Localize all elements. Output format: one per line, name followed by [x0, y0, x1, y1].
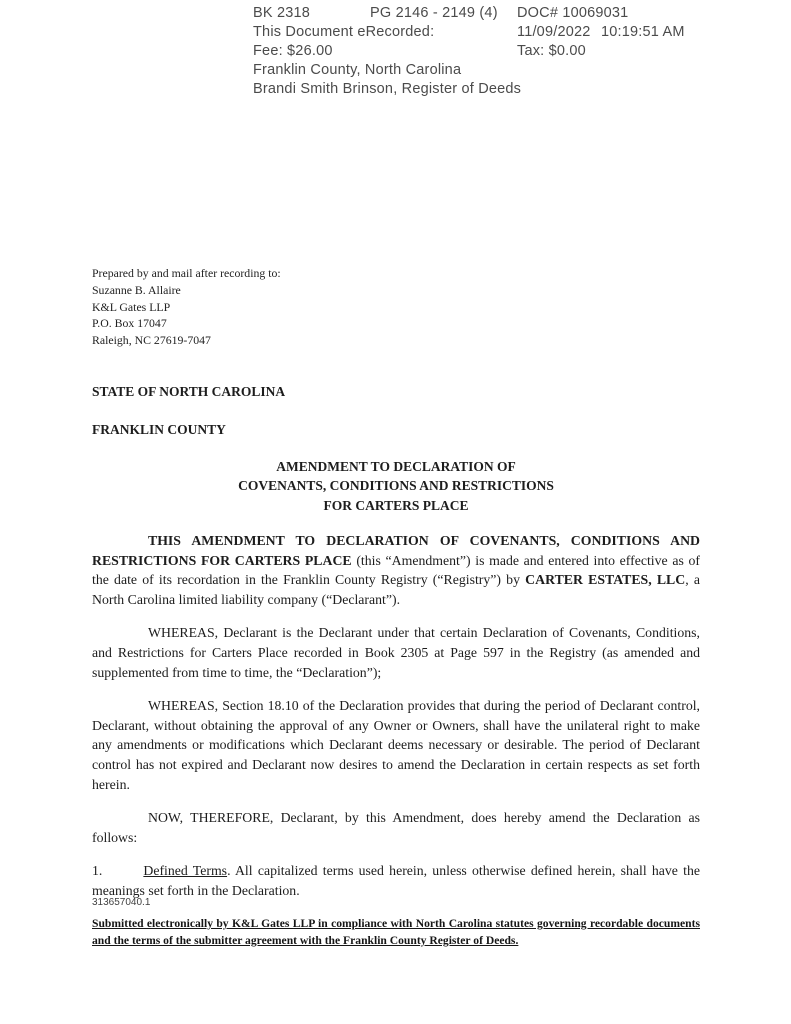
stamp-book-page	[253, 4, 517, 23]
preparer-po-box: P.O. Box 17047	[92, 316, 167, 331]
matter-number: 313657040.1	[92, 897, 151, 908]
title-line-1: AMENDMENT TO DECLARATION OF	[276, 459, 516, 475]
numbered-item-1	[92, 861, 700, 900]
prepared-by-block	[92, 265, 281, 349]
recording-stamp	[253, 4, 713, 99]
preparer-firm: K&L Gates LLP	[92, 299, 171, 314]
doc-number: DOC# 10069031	[517, 5, 629, 21]
stamp-row-erecorded	[253, 23, 713, 42]
book-number: BK 2318	[253, 5, 311, 21]
tax-amount: Tax: $0.00	[517, 43, 586, 59]
register-of-deeds: Brandi Smith Brinson, Register of Deeds	[253, 81, 522, 97]
county-name: Franklin County, North Carolina	[253, 62, 462, 78]
preparer-city-state-zip: Raleigh, NC 27619-7047	[92, 333, 211, 348]
recording-datetime	[517, 23, 713, 42]
electronic-submission-notice: Submitted electronically by K&L Gates LLP in compliance with North Carolina statutes governing recordable documents and the terms of the submitter agreement with the Franklin County Register of Deeds.	[92, 917, 700, 947]
erecorded-label: This Document eRecorded:	[253, 24, 435, 40]
fee-amount: Fee: $26.00	[253, 43, 333, 59]
paragraph-whereas-declaration: WHEREAS, Declarant is the Declarant under that certain Declaration of Covenants, Conditions, and Restrictions for Carters Place recorded in Book 2305 at Page 597 in the Registry (as amended and supplemented from time to time, the “Declaration”);	[92, 625, 700, 680]
state-heading: STATE OF NORTH CAROLINA	[92, 384, 286, 399]
title-line-3: FOR CARTERS PLACE	[323, 497, 469, 513]
stamp-row-fee-tax	[253, 42, 713, 61]
stamp-row-book	[253, 4, 713, 23]
preparer-name: Suzanne B. Allaire	[92, 282, 181, 297]
page-range: PG 2146 - 2149 (4)	[370, 5, 498, 21]
page-footer	[92, 897, 700, 949]
stamp-row-register	[253, 80, 713, 99]
stamp-row-county	[253, 61, 713, 80]
title-line-2: COVENANTS, CONDITIONS AND RESTRICTIONS	[238, 478, 554, 494]
recording-time: 10:19:51 AM	[601, 24, 685, 40]
item-number: 1.	[92, 863, 103, 879]
item-text: Defined Terms. All capitalized terms used herein, unless otherwise defined herein, shall have the meanings set forth in the Declaration.	[92, 863, 701, 898]
document-title	[92, 457, 700, 515]
paragraph-whereas-section-1810: WHEREAS, Section 18.10 of the Declaration provides that during the period of Declarant control, Declarant, without obtaining the approval of any Owner or Owners, shall have the unilateral right to make any amendments or modifications which Declarant deems necessary or desirable. The period of Declarant control has not expired and Declarant now desires to amend the Declaration in certain respects as set forth herein.	[92, 698, 700, 792]
recording-date: 11/09/2022	[517, 24, 591, 40]
paragraph-now-therefore: NOW, THEREFORE, Declarant, by this Amendment, does hereby amend the Declaration as follows:	[92, 810, 700, 845]
document-body	[92, 382, 700, 915]
paragraph-amendment-intro: THIS AMENDMENT TO DECLARATION OF COVENANTS, CONDITIONS AND RESTRICTIONS FOR CARTERS PLACE (this “Amendment”) is made and entered into effective as of the date of its recordation in the Franklin County Registry (“Registry”) by CARTER ESTATES, LLC, a North Carolina limited liability company (“Declarant”).	[92, 533, 700, 607]
prepared-by-label: Prepared by and mail after recording to:	[92, 266, 281, 280]
county-heading: FRANKLIN COUNTY	[92, 421, 226, 437]
